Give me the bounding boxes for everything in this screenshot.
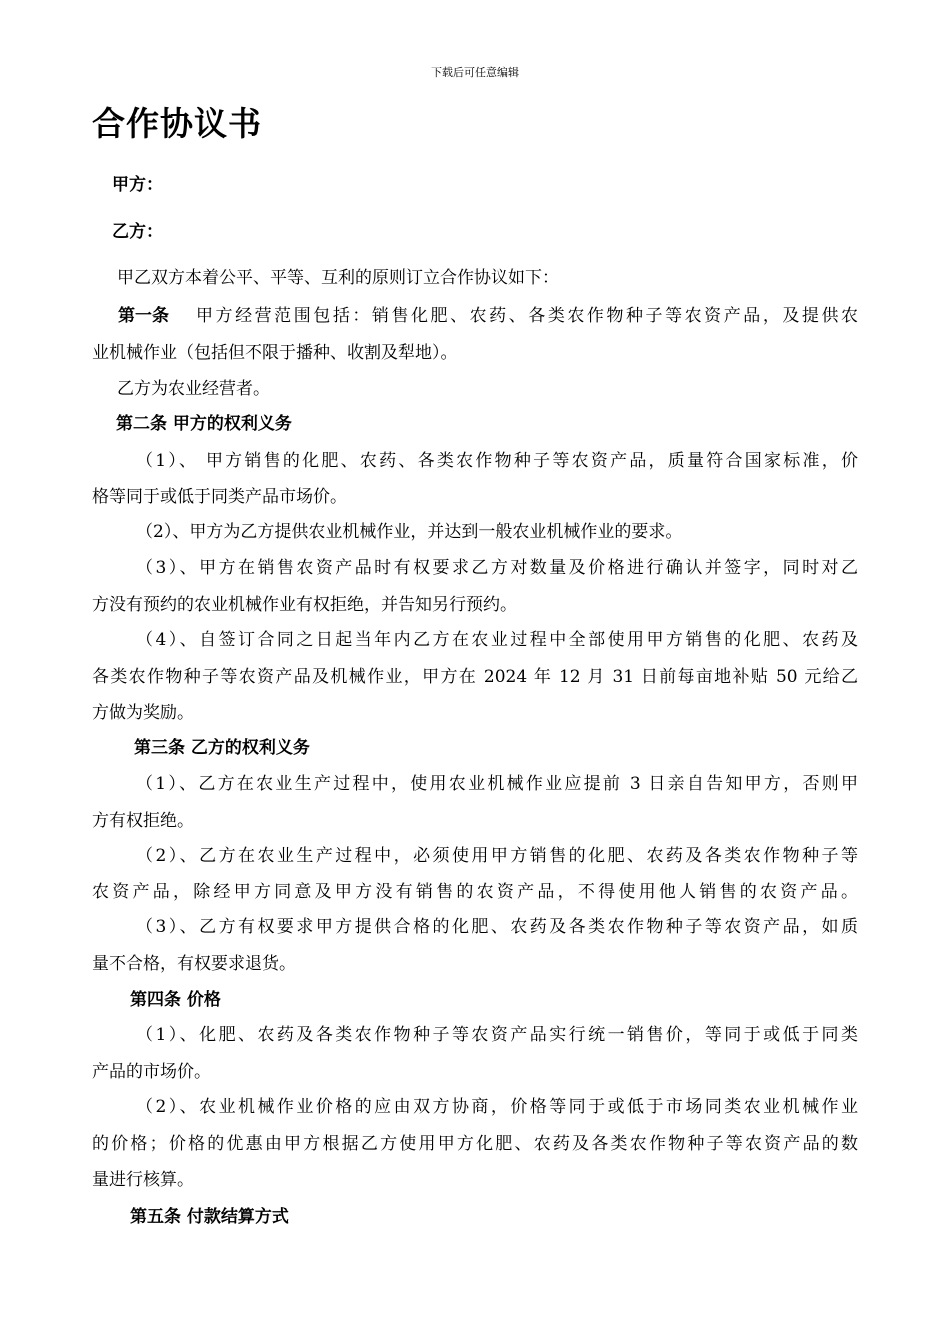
article-4-clause-line: （2）、农业机械作业价格的应由双方协商，价格等同于或低于市场同类农业机械作业 [136,1097,858,1117]
article-1-line: 业机械作业（包括但不限于播种、收割及犁地）。 [92,343,458,363]
article-3-clause-line: 方有权拒绝。 [92,811,194,831]
article-2-clause-line: 格等同于或低于同类产品市场价。 [92,487,347,507]
article-3-clause-line: 量不合格，有权要求退货。 [92,954,296,974]
article-2-clause-line: （2）、甲方为乙方提供农业机械作业，并达到一般农业机械作业的要求。 [136,522,683,542]
article-2-heading: 第二条 甲方的权利义务 [116,414,292,434]
article-3-heading: 第三条 乙方的权利义务 [134,738,310,758]
article-2-clause-line: 方没有预约的农业机械作业有权拒绝，并告知另行预约。 [92,595,517,615]
article-2-clause-line: （4）、自签订合同之日起当年内乙方在农业过程中全部使用甲方销售的化肥、农药及 [136,630,858,650]
article-4-heading: 第四条 价格 [130,990,221,1010]
article-3-clause-line: （1）、乙方在农业生产过程中，使用农业机械作业应提前 3 日亲自告知甲方，否则甲 [136,774,858,794]
article-1-line: 乙方为农业经营者。 [117,379,270,399]
party-b-label: 乙方： [112,222,163,242]
article-5-heading: 第五条 付款结算方式 [130,1207,289,1227]
article-1-heading: 第一条 [118,306,169,326]
article-2-clause-line: 方做为奖励。 [92,703,194,723]
article-4-clause-line: 量进行核算。 [92,1170,194,1190]
article-2-clause-line: 各类农作物种子等农资产品及机械作业，甲方在 2024 年 12 月 31 日前每亩地补贴 50 元给乙 [92,667,858,687]
article-2-clause-line: （3）、甲方在销售农资产品时有权要求乙方对数量及价格进行确认并签字，同时对乙 [136,558,858,578]
article-3-clause-line: （2）、乙方在农业生产过程中，必须使用甲方销售的化肥、农药及各类农作物种子等 [136,846,858,866]
article-1-line: 甲方经营范围包括：销售化肥、农药、各类农作物种子等农资产品，及提供农 [196,306,858,326]
article-4-clause-line: （1）、化肥、农药及各类农作物种子等农资产品实行统一销售价，等同于或低于同类 [136,1025,858,1045]
document-title: 合作协议书 [92,104,262,143]
party-a-label: 甲方： [112,175,163,195]
article-4-clause-line: 产品的市场价。 [92,1062,211,1082]
article-3-clause-line: 农资产品，除经甲方同意及甲方没有销售的农资产品，不得使用他人销售的农资产品。 [92,882,858,902]
article-3-clause-line: （3）、乙方有权要求甲方提供合格的化肥、农药及各类农作物种子等农资产品，如质 [136,917,858,937]
article-4-clause-line: 的价格；价格的优惠由甲方根据乙方使用甲方化肥、农药及各类农作物种子等农资产品的数 [92,1134,858,1154]
intro-paragraph: 甲乙双方本着公平、平等、互利的原则订立合作协议如下： [117,268,559,288]
article-2-clause-line: （1）、 甲方销售的化肥、农药、各类农作物种子等农资产品，质量符合国家标准，价 [136,451,858,471]
page-header-note: 下载后可任意编辑 [431,66,519,79]
